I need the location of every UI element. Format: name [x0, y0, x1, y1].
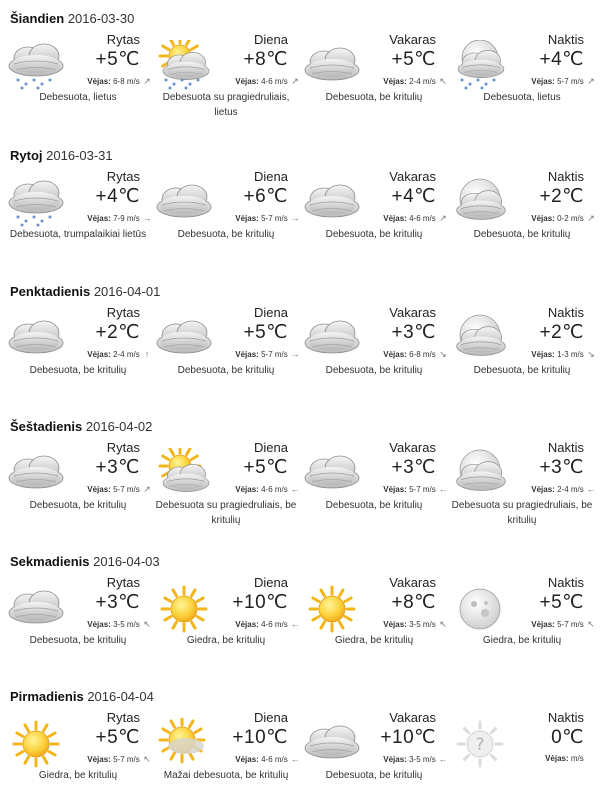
period-name: Naktis	[547, 169, 584, 184]
wind-label: Vėjas:	[87, 620, 111, 629]
period-card-5-0	[4, 710, 152, 800]
period-card-0-1	[152, 32, 300, 140]
wind-label: Vėjas:	[531, 620, 555, 629]
period-wind	[62, 76, 152, 87]
wind-label: Vėjas:	[383, 620, 407, 629]
period-card-5-2	[300, 710, 448, 800]
wind-label: Vėjas:	[235, 755, 259, 764]
day-date: 2016-04-04	[87, 689, 154, 704]
wind-label: Vėjas:	[235, 77, 259, 86]
wind-label: Vėjas:	[235, 485, 259, 494]
period-temperature: +10℃	[380, 727, 436, 748]
wind-unit: m/s	[570, 620, 584, 629]
day-name: Sekmadienis	[10, 554, 90, 569]
period-description: Debesuota su pragiedruliais, be kritulių	[451, 500, 593, 526]
wind-label: Vėjas:	[531, 350, 555, 359]
wind-label: Vėjas:	[383, 77, 407, 86]
period-wind	[62, 213, 152, 223]
period-temperature: +5℃	[95, 727, 140, 748]
period-temperature: +5℃	[243, 457, 288, 478]
wind-unit: m/s	[126, 214, 140, 223]
period-temperature: +5℃	[391, 49, 436, 70]
period-description: Debesuota, be kritulių	[473, 229, 571, 240]
period-description: Debesuota, be kritulių	[177, 229, 275, 240]
period-temperature: +5℃	[95, 49, 140, 70]
period-card-3-3	[448, 440, 596, 548]
day-block-5	[0, 688, 606, 800]
wind-unit: m/s	[274, 77, 288, 86]
day-heading	[10, 688, 154, 706]
period-wind	[358, 76, 448, 87]
period-name: Vakaras	[389, 710, 436, 725]
period-description: Debesuota, lietus	[483, 92, 561, 103]
wind-unit: m/s	[570, 214, 584, 223]
period-description: Giedra, be kritulių	[38, 770, 118, 781]
period-description: Debesuota, be kritulių	[29, 635, 127, 646]
wind-unit: m/s	[126, 485, 140, 494]
period-wind	[210, 754, 300, 764]
wind-direction-icon: ←	[586, 484, 596, 494]
period-name: Rytas	[106, 305, 140, 320]
wind-speed: 5-7	[261, 350, 273, 359]
period-card-0-3	[448, 32, 596, 140]
period-card-0-0	[4, 32, 152, 140]
wind-speed: 5-7	[557, 77, 569, 86]
period-card-3-1	[152, 440, 300, 548]
period-card-1-3	[448, 169, 596, 277]
period-name: Naktis	[547, 710, 584, 725]
day-date: 2016-03-30	[67, 11, 135, 26]
wind-label: Vėjas:	[383, 214, 407, 223]
wind-unit: m/s	[126, 620, 140, 629]
wind-unit: m/s	[126, 755, 140, 764]
wind-direction-icon: ↗	[587, 213, 595, 223]
period-wind	[210, 76, 300, 87]
day-heading	[10, 283, 160, 301]
period-name: Rytas	[106, 710, 140, 725]
wind-direction-icon: ↖	[143, 754, 151, 764]
period-temperature: +2℃	[95, 322, 140, 343]
wind-speed: 6-8	[113, 77, 125, 86]
wind-speed: 5-7	[261, 214, 273, 223]
period-wind	[358, 754, 448, 764]
wind-unit: m/s	[422, 620, 436, 629]
period-card-2-3	[448, 305, 596, 413]
wind-label: Vėjas:	[531, 485, 555, 494]
period-wind	[506, 213, 596, 224]
wind-speed: 6-8	[409, 350, 421, 359]
wind-speed: 2-4	[557, 485, 569, 494]
day-block-0	[0, 10, 606, 140]
period-name: Diena	[254, 305, 288, 320]
period-name: Naktis	[547, 575, 584, 590]
wind-label: Vėjas:	[545, 754, 569, 763]
period-name: Rytas	[106, 575, 140, 590]
period-wind	[210, 619, 300, 629]
period-wind	[358, 484, 448, 494]
wind-speed: 3-5	[113, 620, 125, 629]
period-wind	[210, 484, 300, 494]
wind-label: Vėjas:	[235, 214, 259, 223]
period-description: Debesuota, lietus	[39, 92, 117, 103]
day-heading	[10, 418, 152, 436]
wind-direction-icon: ↖	[439, 619, 447, 629]
wind-speed: 5-7	[113, 485, 125, 494]
period-description: Debesuota su pragiedruliais, lietus	[162, 92, 290, 118]
period-temperature: +3℃	[391, 322, 436, 343]
wind-speed: 4-6	[409, 214, 421, 223]
wind-label: Vėjas:	[235, 350, 259, 359]
period-description: Debesuota, be kritulių	[177, 365, 275, 376]
period-wind	[62, 484, 152, 495]
wind-unit: m/s	[570, 77, 584, 86]
period-name: Diena	[254, 440, 288, 455]
period-temperature: +4℃	[391, 186, 436, 207]
period-temperature: +2℃	[539, 322, 584, 343]
wind-unit: m/s	[422, 214, 436, 223]
day-name: Šeštadienis	[10, 419, 83, 434]
period-wind	[506, 484, 596, 494]
period-wind	[358, 619, 448, 630]
wind-unit: m/s	[274, 620, 288, 629]
period-temperature: +4℃	[95, 186, 140, 207]
wind-speed: 2-4	[409, 77, 421, 86]
day-date: 2016-03-31	[46, 148, 113, 163]
period-description: Debesuota, be kritulių	[325, 770, 423, 781]
wind-label: Vėjas:	[235, 620, 259, 629]
period-temperature: +3℃	[95, 457, 140, 478]
day-heading	[10, 10, 134, 28]
day-name: Penktadienis	[10, 284, 91, 299]
wind-direction-icon: ←	[290, 619, 300, 629]
period-description: Debesuota, be kritulių	[29, 500, 127, 511]
period-wind	[358, 213, 448, 224]
wind-unit: m/s	[570, 754, 584, 763]
wind-unit: m/s	[126, 77, 140, 86]
wind-speed: 0-2	[557, 214, 569, 223]
wind-label: Vėjas:	[87, 77, 111, 86]
wind-direction-icon: ↘	[439, 349, 447, 359]
period-wind	[358, 349, 448, 360]
period-wind	[62, 619, 152, 630]
period-wind	[506, 754, 596, 763]
period-temperature: +8℃	[391, 592, 436, 613]
period-name: Rytas	[106, 32, 140, 47]
period-name: Diena	[254, 575, 288, 590]
wind-direction-icon: ↗	[291, 76, 299, 86]
wind-direction-icon: ↗	[143, 484, 151, 494]
period-description: Mažai debesuota, be kritulių	[163, 770, 289, 781]
period-card-0-2	[300, 32, 448, 140]
period-temperature: 0℃	[551, 727, 584, 748]
period-description: Giedra, be kritulių	[186, 635, 266, 646]
period-name: Naktis	[547, 32, 584, 47]
period-name: Diena	[254, 169, 288, 184]
period-description: Giedra, be kritulių	[334, 635, 414, 646]
period-temperature: +3℃	[95, 592, 140, 613]
wind-direction-icon: ←	[290, 484, 300, 494]
wind-speed: 4-6	[261, 755, 273, 764]
wind-direction-icon: ↗	[439, 213, 447, 223]
wind-unit: m/s	[274, 755, 288, 764]
day-block-3	[0, 418, 606, 548]
period-description: Debesuota, be kritulių	[325, 365, 423, 376]
day-date: 2016-04-01	[93, 284, 161, 299]
period-name: Vakaras	[389, 32, 436, 47]
period-wind	[506, 76, 596, 87]
wind-label: Vėjas:	[87, 485, 111, 494]
period-temperature: +10℃	[232, 592, 288, 613]
period-card-4-3	[448, 575, 596, 683]
wind-label: Vėjas:	[531, 214, 555, 223]
wind-direction-icon: ↑	[144, 349, 150, 359]
period-temperature: +6℃	[243, 186, 288, 207]
period-wind	[210, 213, 300, 223]
period-name: Vakaras	[389, 305, 436, 320]
wind-direction-icon: →	[290, 349, 300, 359]
wind-direction-icon: ↗	[587, 76, 595, 86]
wind-unit: m/s	[274, 485, 288, 494]
wind-direction-icon: →	[290, 213, 300, 223]
day-name: Šiandien	[10, 11, 65, 26]
wind-speed: 5-7	[409, 485, 421, 494]
wind-direction-icon: ↖	[439, 76, 447, 86]
wind-unit: m/s	[422, 77, 436, 86]
wind-unit: m/s	[274, 350, 288, 359]
period-name: Rytas	[106, 169, 140, 184]
period-wind	[62, 754, 152, 765]
period-description: Debesuota, trumpalaikiai lietūs	[9, 229, 147, 240]
wind-unit: m/s	[274, 214, 288, 223]
period-card-2-1	[152, 305, 300, 413]
day-block-2	[0, 283, 606, 413]
day-heading	[10, 147, 113, 165]
wind-label: Vėjas:	[87, 350, 111, 359]
wind-speed: 4-6	[261, 620, 273, 629]
day-block-4	[0, 553, 606, 683]
period-name: Vakaras	[389, 440, 436, 455]
period-wind	[210, 349, 300, 359]
wind-speed: 4-6	[261, 485, 273, 494]
period-temperature: +3℃	[539, 457, 584, 478]
wind-speed: 1-3	[557, 350, 569, 359]
period-description: Debesuota su pragiedruliais, be kritulių	[155, 500, 297, 526]
wind-unit: m/s	[570, 485, 584, 494]
wind-direction-icon: ↗	[143, 76, 151, 86]
period-name: Diena	[254, 710, 288, 725]
wind-unit: m/s	[422, 350, 436, 359]
wind-direction-icon: ←	[290, 754, 300, 764]
wind-direction-icon: ↘	[587, 349, 595, 359]
svg-text:?: ?	[475, 735, 485, 755]
wind-label: Vėjas:	[87, 214, 111, 223]
wind-direction-icon: →	[142, 213, 152, 223]
wind-speed: 5-7	[557, 620, 569, 629]
period-description: Debesuota, be kritulių	[325, 229, 423, 240]
period-description: Debesuota, be kritulių	[29, 365, 127, 376]
wind-speed: 5-7	[113, 755, 125, 764]
day-name: Pirmadienis	[10, 689, 84, 704]
period-card-3-2	[300, 440, 448, 548]
period-card-1-2	[300, 169, 448, 277]
period-temperature: +3℃	[391, 457, 436, 478]
period-description: Giedra, be kritulių	[482, 635, 562, 646]
wind-label: Vėjas:	[383, 755, 407, 764]
period-card-4-1	[152, 575, 300, 683]
period-name: Rytas	[106, 440, 140, 455]
period-temperature: +5℃	[539, 592, 584, 613]
period-card-1-0	[4, 169, 152, 277]
period-card-4-0	[4, 575, 152, 683]
period-name: Vakaras	[389, 575, 436, 590]
wind-direction-icon: ←	[438, 754, 448, 764]
period-card-5-3	[448, 710, 596, 800]
day-block-1	[0, 147, 606, 277]
period-card-2-0	[4, 305, 152, 413]
period-temperature: +4℃	[539, 49, 584, 70]
period-temperature: +5℃	[243, 322, 288, 343]
wind-unit: m/s	[126, 350, 140, 359]
wind-unit: m/s	[422, 755, 436, 764]
wind-label: Vėjas:	[383, 350, 407, 359]
period-temperature: +8℃	[243, 49, 288, 70]
period-card-4-2	[300, 575, 448, 683]
wind-direction-icon: ←	[438, 484, 448, 494]
period-wind	[506, 619, 596, 630]
period-card-3-0	[4, 440, 152, 548]
wind-label: Vėjas:	[87, 755, 111, 764]
wind-direction-icon: ↖	[587, 619, 595, 629]
wind-speed: 4-6	[261, 77, 273, 86]
wind-label: Vėjas:	[531, 77, 555, 86]
wind-unit: m/s	[422, 485, 436, 494]
period-description: Debesuota, be kritulių	[473, 365, 571, 376]
day-date: 2016-04-03	[93, 554, 160, 569]
period-name: Diena	[254, 32, 288, 47]
period-card-1-1	[152, 169, 300, 277]
period-description: Debesuota, be kritulių	[325, 500, 423, 511]
period-temperature: +10℃	[232, 727, 288, 748]
wind-label: Vėjas:	[383, 485, 407, 494]
wind-speed: 7-9	[113, 214, 125, 223]
period-wind	[62, 349, 152, 359]
day-heading	[10, 553, 160, 571]
period-wind	[506, 349, 596, 360]
wind-direction-icon: ↖	[143, 619, 151, 629]
period-name: Vakaras	[389, 169, 436, 184]
period-name: Naktis	[547, 305, 584, 320]
wind-speed: 2-4	[113, 350, 125, 359]
wind-unit: m/s	[570, 350, 584, 359]
wind-speed: 3-5	[409, 620, 421, 629]
period-name: Naktis	[547, 440, 584, 455]
period-card-5-1	[152, 710, 300, 800]
period-temperature: +2℃	[539, 186, 584, 207]
period-description: Debesuota, be kritulių	[325, 92, 423, 103]
period-card-2-2	[300, 305, 448, 413]
day-name: Rytoj	[10, 148, 43, 163]
day-date: 2016-04-02	[85, 419, 153, 434]
wind-speed: 3-5	[409, 755, 421, 764]
